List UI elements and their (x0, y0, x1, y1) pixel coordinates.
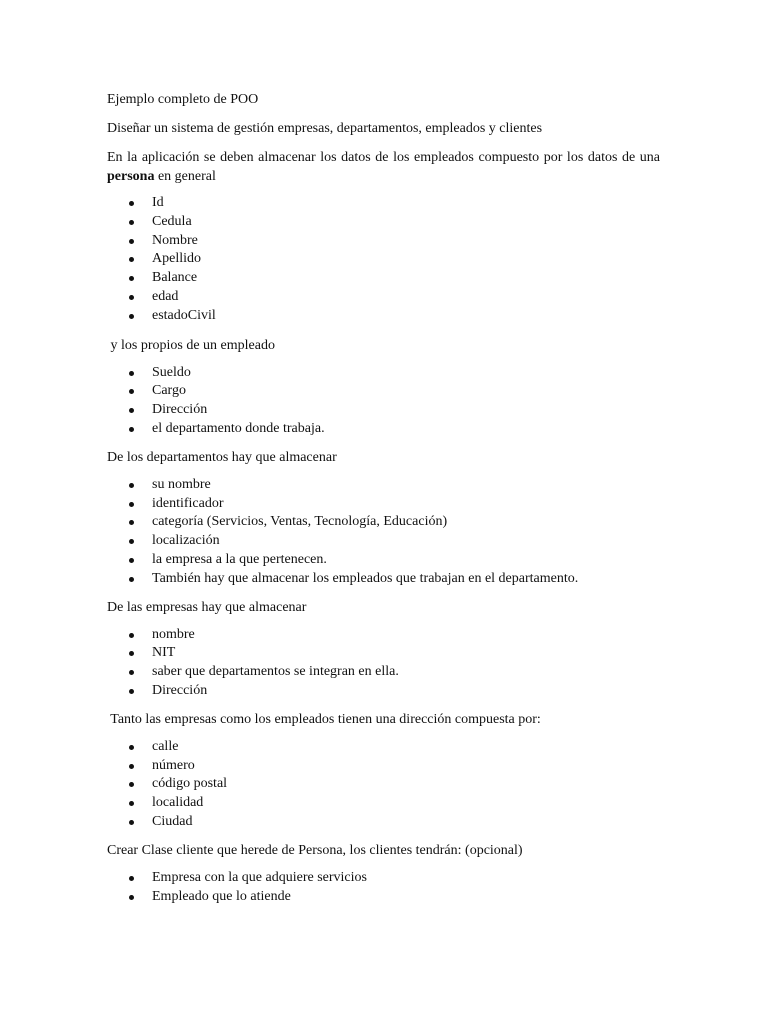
list-item (107, 269, 660, 288)
bullet-icon (129, 408, 134, 413)
list-item-text: Cargo (152, 383, 186, 399)
list-item (107, 232, 660, 251)
list-item-text: su nombre (152, 476, 211, 492)
persona-paragraph-text: En la aplicación se deben almacenar los datos de los empleados compuesto por los datos de una (107, 150, 660, 165)
persona-paragraph-tail: en general (154, 169, 216, 184)
direccion-heading: Tanto las empresas como los empleados tienen una dirección compuesta por: (107, 711, 541, 727)
list-item-text: Dirección (152, 402, 208, 418)
list-item (107, 401, 660, 420)
persona-bold-word: persona (107, 169, 155, 184)
list-item-text: Id (152, 195, 164, 210)
list-item-text: categoría (Servicios, Ventas, Tecnología, Educación) (152, 514, 448, 530)
persona-field-list (107, 194, 660, 326)
bullet-icon (129, 745, 134, 750)
bullet-icon (129, 201, 134, 206)
list-item (107, 495, 660, 514)
list-item-text: código postal (152, 776, 228, 792)
list-item-text: Nombre (152, 232, 198, 248)
list-item-text: Sueldo (152, 364, 191, 380)
empleado-heading: y los propios de un empleado (107, 337, 275, 353)
list-item-text: saber que departamentos se integran en ella. (152, 664, 399, 680)
list-item-text: Apellido (152, 251, 201, 267)
list-item (107, 307, 660, 326)
bullet-icon (129, 389, 134, 394)
bullet-icon (129, 520, 134, 525)
list-item (107, 738, 660, 757)
empresa-heading: De las empresas hay que almacenar (107, 599, 307, 615)
bullet-icon (129, 427, 134, 432)
bullet-icon (129, 670, 134, 675)
document-body (107, 90, 660, 906)
list-item-text: Cedula (152, 213, 192, 229)
document-title: Ejemplo completo de POO (107, 92, 259, 107)
bullet-icon (129, 577, 134, 582)
intro-paragraph: Diseñar un sistema de gestión empresas, departamentos, empleados y clientes (107, 121, 543, 136)
list-item (107, 420, 660, 439)
bullet-icon (129, 633, 134, 638)
bullet-icon (129, 539, 134, 544)
list-item (107, 570, 660, 589)
empleado-field-list (107, 364, 660, 439)
persona-paragraph (107, 148, 660, 186)
bullet-icon (129, 895, 134, 900)
list-item (107, 869, 660, 888)
list-item (107, 382, 660, 401)
empresa-field-list (107, 626, 660, 701)
bullet-icon (129, 220, 134, 225)
list-item-text: Empleado que lo atiende (152, 888, 291, 904)
list-item (107, 532, 660, 551)
list-item (107, 250, 660, 269)
list-item (107, 551, 660, 570)
list-item (107, 364, 660, 383)
bullet-icon (129, 371, 134, 376)
list-item (107, 663, 660, 682)
list-item-text: la empresa a la que pertenecen. (152, 551, 327, 567)
bullet-icon (129, 801, 134, 806)
list-item-text: el departamento donde trabaja. (152, 420, 325, 436)
departamento-field-list (107, 476, 660, 589)
list-item (107, 476, 660, 495)
list-item (107, 757, 660, 776)
bullet-icon (129, 502, 134, 507)
bullet-icon (129, 558, 134, 563)
list-item (107, 194, 660, 213)
list-item-text: edad (152, 288, 179, 304)
bullet-icon (129, 876, 134, 881)
list-item (107, 775, 660, 794)
list-item-text: estadoCivil (152, 307, 216, 323)
list-item (107, 682, 660, 701)
list-item-text: nombre (152, 626, 195, 642)
list-item-text: número (152, 757, 195, 773)
bullet-icon (129, 820, 134, 825)
list-item-text: Ciudad (152, 813, 193, 829)
bullet-icon (129, 782, 134, 787)
list-item (107, 794, 660, 813)
list-item (107, 213, 660, 232)
list-item (107, 513, 660, 532)
list-item (107, 626, 660, 645)
list-item (107, 288, 660, 307)
bullet-icon (129, 276, 134, 281)
list-item-text: Balance (152, 270, 198, 286)
list-item-text: NIT (152, 645, 176, 661)
list-item (107, 644, 660, 663)
direccion-field-list (107, 738, 660, 832)
departamento-heading: De los departamentos hay que almacenar (107, 449, 337, 465)
bullet-icon (129, 295, 134, 300)
bullet-icon (129, 764, 134, 769)
list-item (107, 888, 660, 907)
cliente-field-list (107, 869, 660, 907)
list-item-text: Empresa con la que adquiere servicios (152, 869, 367, 885)
list-item-text: Dirección (152, 682, 208, 698)
list-item-text: identificador (152, 495, 224, 511)
bullet-icon (129, 689, 134, 694)
cliente-heading: Crear Clase cliente que herede de Persona, los clientes tendrán: (opcional) (107, 842, 523, 858)
bullet-icon (129, 651, 134, 656)
bullet-icon (129, 239, 134, 244)
list-item-text: calle (152, 738, 179, 754)
list-item-text: localización (152, 533, 220, 549)
list-item-text: También hay que almacenar los empleados que trabajan en el departamento. (152, 570, 579, 586)
bullet-icon (129, 314, 134, 319)
list-item-text: localidad (152, 795, 204, 811)
bullet-icon (129, 257, 134, 262)
bullet-icon (129, 483, 134, 488)
list-item (107, 813, 660, 832)
